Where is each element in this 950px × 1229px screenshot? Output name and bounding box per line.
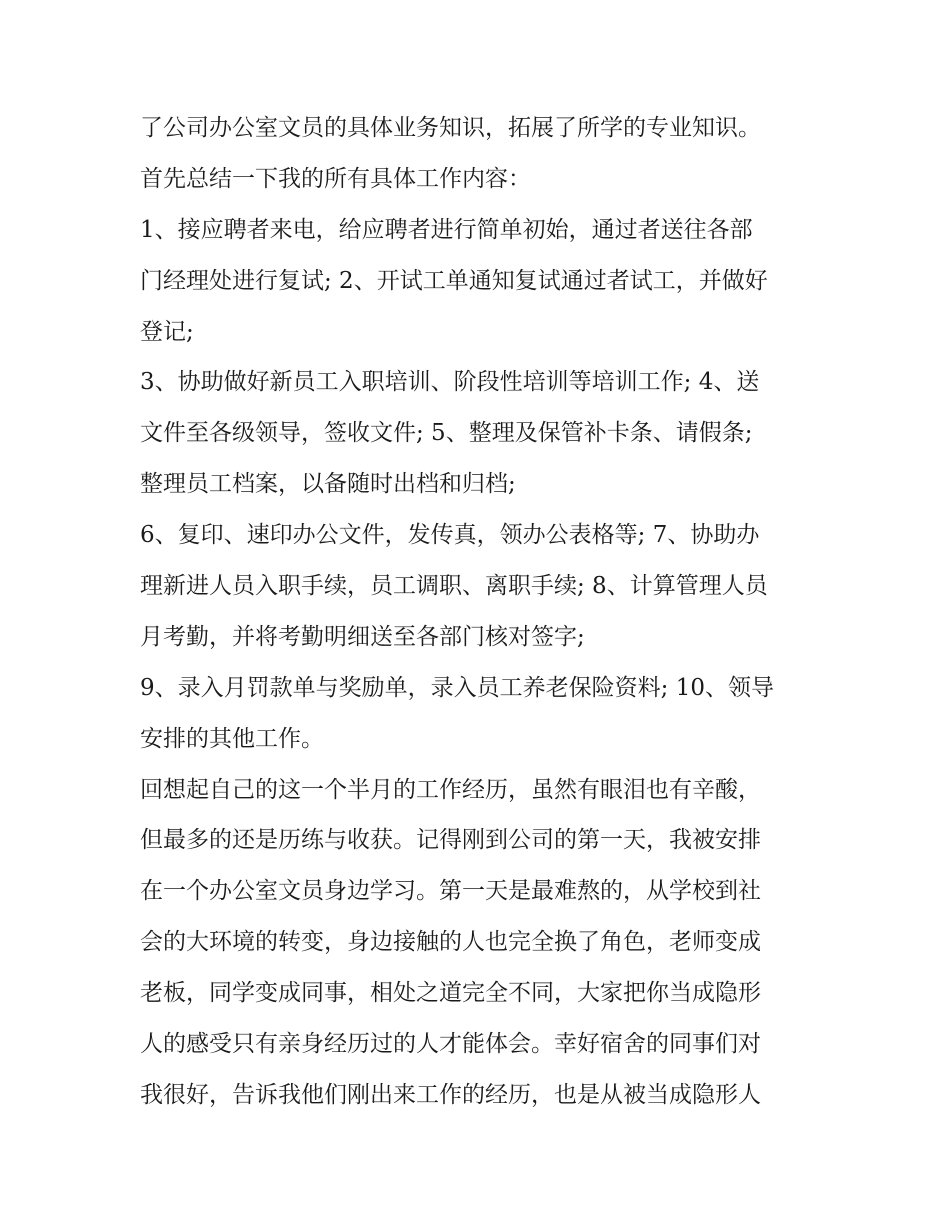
text-line: 理新进人员入职手续，员工调职、离职手续; 8、计算管理人员 xyxy=(140,573,768,600)
text-line: 老板，同学变成同事，相处之道完全不同，大家把你当成隐形 xyxy=(140,980,761,1007)
text-line: 登记; xyxy=(140,318,194,345)
text-line: 安排的其他工作。 xyxy=(140,725,324,752)
text-line: 人的感受只有亲身经历过的人才能体会。幸好宿舍的同事们对 xyxy=(140,1031,761,1058)
text-line: 文件至各级领导，签收文件; 5、整理及保管补卡条、请假条; xyxy=(140,420,753,447)
text-line: 整理员工档案，以备随时出档和归档; xyxy=(140,471,516,498)
text-line: 但最多的还是历练与收获。记得刚到公司的第一天，我被安排 xyxy=(140,827,761,854)
text-line: 了公司办公室文员的具体业务知识，拓展了所学的专业知识。 xyxy=(140,115,761,141)
document-body xyxy=(140,103,820,1121)
text-line: 会的大环境的转变，身边接触的人也完全换了角色，老师变成 xyxy=(140,929,761,956)
text-line: 3、协助做好新员工入职培训、阶段性培训等培训工作; 4、送 xyxy=(140,369,760,396)
text-line: 在一个办公室文员身边学习。第一天是最难熬的，从学校到社 xyxy=(140,878,761,905)
text-line: 月考勤，并将考勤明细送至各部门核对签字; xyxy=(140,623,585,650)
text-line: 首先总结一下我的所有具体工作内容： xyxy=(140,165,531,192)
text-line: 我很好，告诉我他们刚出来工作的经历，也是从被当成隐形人 xyxy=(140,1081,761,1108)
text-line: 6、复印、速印办公文件，发传真，领办公表格等; 7、协助办 xyxy=(140,522,760,549)
text-line: 回想起自己的这一个半月的工作经历，虽然有眼泪也有辛酸， xyxy=(140,776,761,803)
text-line: 9、录入月罚款单与奖励单，录入员工养老保险资料; 10、领导 xyxy=(140,674,774,701)
text-line: 1、接应聘者来电，给应聘者进行简单初始，通过者送往各部 xyxy=(140,216,753,243)
text-line: 门经理处进行复试; 2、开试工单通知复试通过者试工，并做好 xyxy=(140,267,768,294)
